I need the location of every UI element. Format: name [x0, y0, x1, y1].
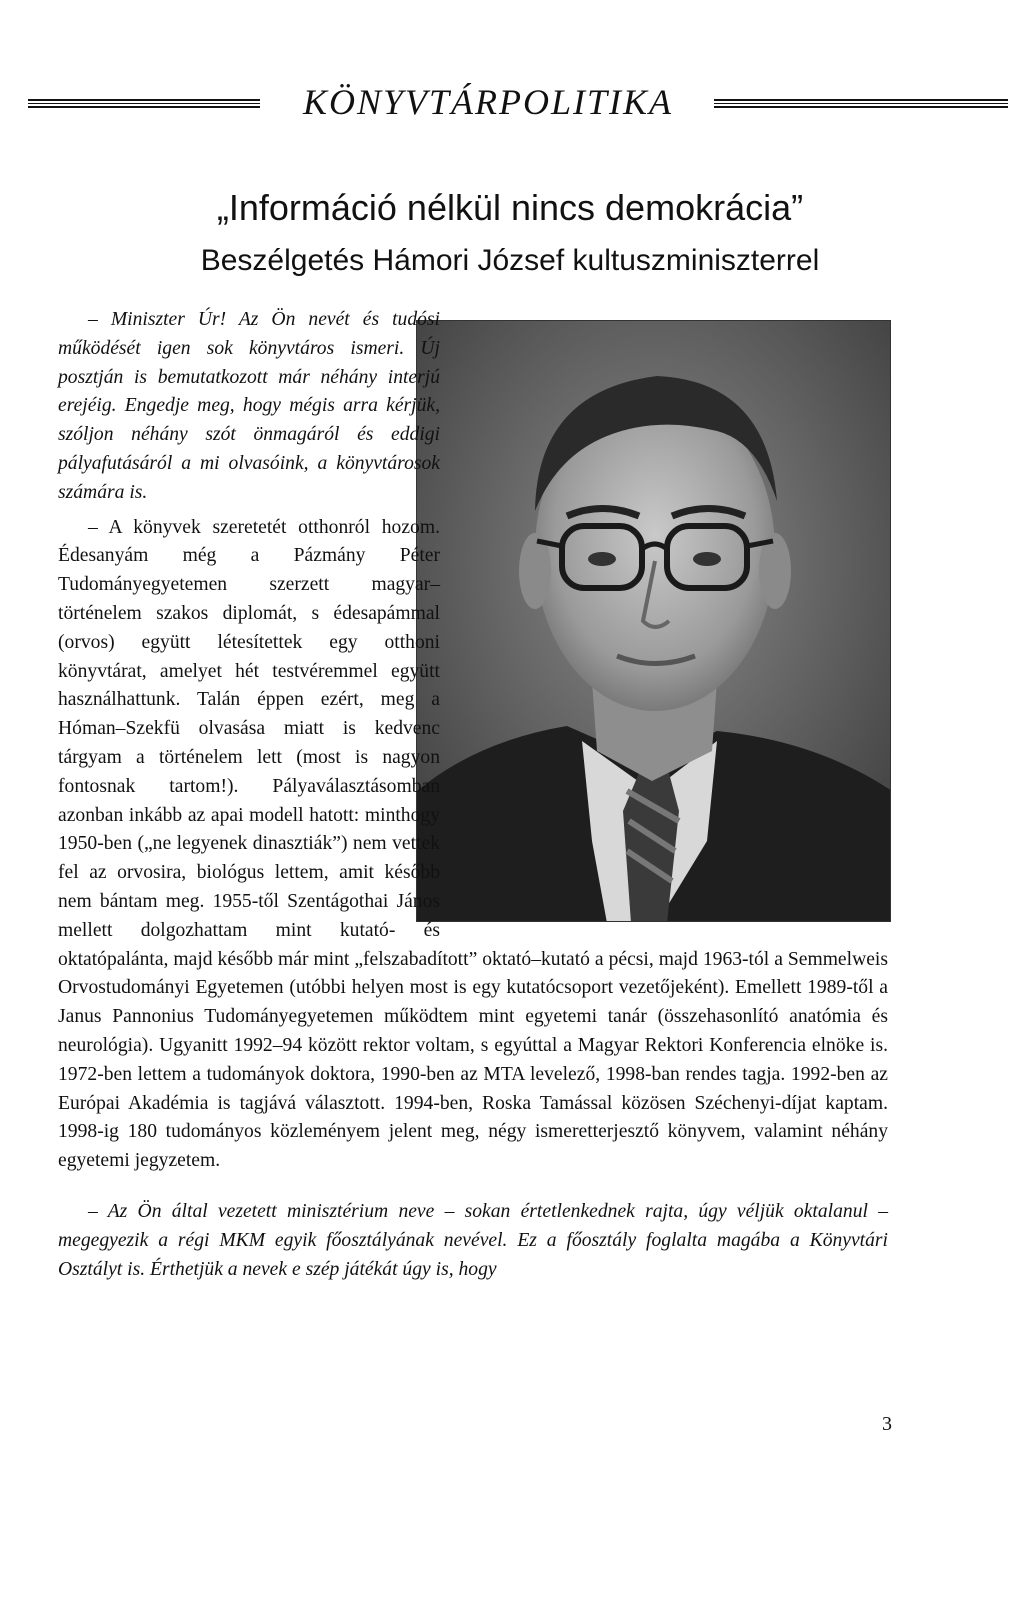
- section-title: KÖNYVTÁRPOLITIKA: [302, 82, 674, 122]
- interview-question-1: – Miniszter Úr! Az Ön nevét és tudósi működését igen sok könyvtáros ismeri. Új posztján is bemutatkozott már néhány interjú erejéig. Engedje meg, hogy mégis arra kérjük, szóljon néhány szót önmagáról és eddigi pályafutásáról a mi olvasóink, a könyvtárosok számára is.: [58, 309, 440, 503]
- photo-wrap-space: [440, 320, 888, 922]
- article-subtitle: Beszélgetés Hámori József kultuszminiszterrel: [200, 244, 820, 277]
- article-title: „Információ nélkül nincs demokrácia”: [216, 187, 804, 228]
- header-rule-right: [714, 99, 1008, 108]
- interview-question-2: – Az Ön által vezetett minisztérium neve – sokan értetlenkednek rajta, úgy véljük oktalanul – megegyezik a régi MKM egyik főosztályának nevével. Ez a főosztály foglalta magába a Könyvtári Osztályt is. Érthetjük a nevek e szép játékát úgy is, hogy: [58, 1200, 888, 1280]
- header-rule-left: [28, 99, 260, 108]
- running-head: [28, 80, 1008, 124]
- article-body: [58, 306, 888, 1284]
- interview-answer-1: – A könyvek szeretetét otthonról hozom. Édesanyám még a Pázmány Péter Tudományegyetemen szerzett magyar–történelem szakos diplomát, s édesapámmal (orvos) együtt létesítettek egy otthoni könyvtárat, amelyet hét testvéremmel együtt használhattunk. Talán éppen ezért, meg a Hóman–Szekfü olvasása miatt is kedvenc tárgyam a történelem lett (most is nagyon fontosnak tartom!). Pályaválasztásomban azonban inkább az apai modell hatott: minthogy 1950-ben („ne legyenek dinasztiák”) nem vettek fel az orvosira, biológus lettem, amit később nem bántam meg. 1955-től Szentágothai János mellett dolgozhattam mint kutató- és oktatópalánta, majd később már mint „felszabadított” oktató–kutató a pécsi, majd 1963-tól a Semmelweis Orvostudományi Egyetemen (utóbbi helyen most is egy kutatócsoport vezetőjeként). Emellett 1989-től a Janus Pannonius Tudományegyetemen működtem mint egyetemi tanár (összehasonlító anatómia és neurológia). Ugyanitt 1992–94 között rektor voltam, s egyúttal a Magyar Rektori Konferencia elnöke is. 1972-ben lettem a tudományok doktora, 1990-ben az MTA levelező, 1998-ban rendes tagja. 1992-ben az Európai Akadémia is tagjává választott. 1994-ben, Roska Tamással közösen Széchenyi-díjat kaptam. 1998-ig 180 tudományos közleményem jelent meg, négy ismeretterjesztő könyvem, valamint néhány egyetemi jegyzetem.: [58, 516, 888, 1172]
- page-number: 3: [882, 1413, 892, 1435]
